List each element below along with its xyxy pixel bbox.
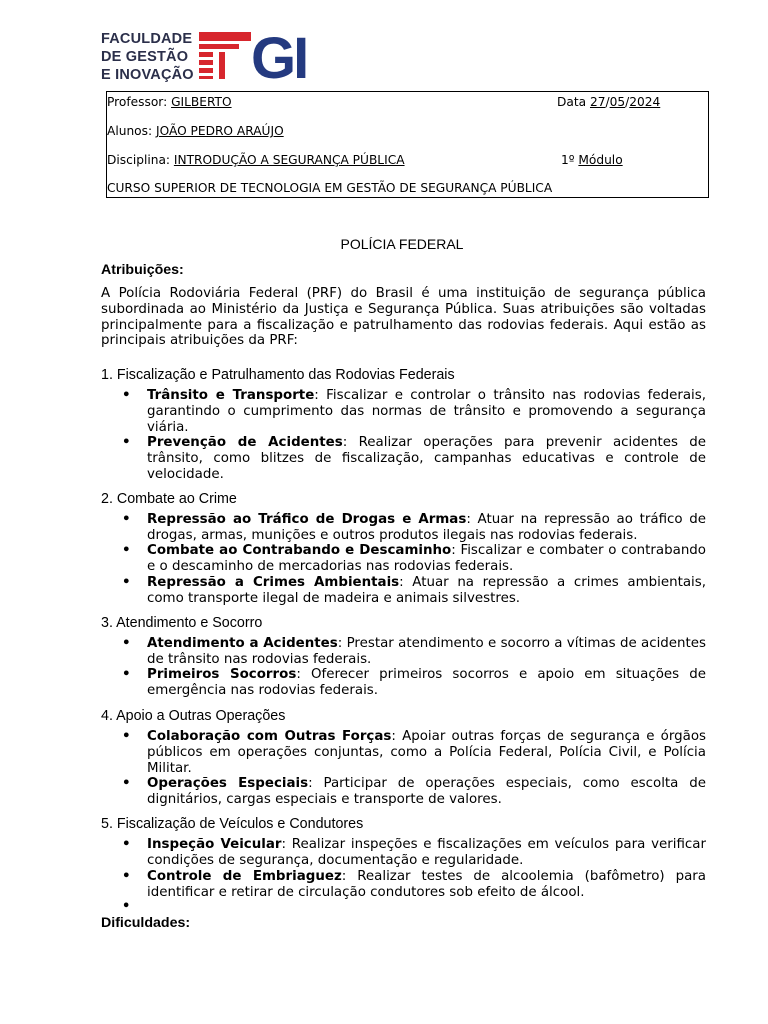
list-item: [147, 667, 706, 699]
list-item: [147, 575, 706, 607]
item-text: : Realizar inspeções e fiscalizações em veículos para verificar condições de segurança, documentação e regularidade.: [147, 837, 706, 868]
list-item: [147, 512, 706, 544]
logo-line-1: FACULDADE: [101, 31, 193, 47]
item-term: Atendimento a Acidentes: [147, 636, 338, 651]
list-item: [147, 729, 706, 776]
item-term: Repressão a Crimes Ambientais: [147, 575, 400, 590]
logo-line-2: DE GESTÃO: [101, 49, 189, 65]
section-4-heading: 4. Apoio a Outras Operações: [101, 708, 286, 724]
attributions-heading: Atribuições:: [101, 262, 184, 278]
item-text: : Realizar operações para prevenir acidentes de trânsito, como blitzes de fiscalização, campanhas educativas e controle de velocidade.: [147, 435, 706, 482]
section-1-heading: 1. Fiscalização e Patrulhamento das Rodovias Federais: [101, 367, 455, 383]
list-item: [147, 543, 706, 575]
item-text: : Fiscalizar e combater o contrabando e o descaminho de mercadorias nas rodovias federais.: [147, 543, 706, 574]
professor-label: Professor:: [107, 95, 168, 109]
logo-wordmark: [101, 30, 194, 84]
date-label: Data: [557, 95, 587, 109]
fgi-logo-mark-icon: [199, 28, 339, 82]
item-text: : Atuar na repressão ao tráfico de drogas, armas, munições e outros produtos ilegais nas rodovias federais.: [147, 512, 706, 543]
item-text: : Prestar atendimento e socorro a vítimas de acidentes de trânsito nas rodovias federais.: [147, 636, 706, 667]
item-text: : Realizar testes de alcoolemia (bafômetro) para identificar e retirar de circulação condutores sob efeito de álcool.: [147, 869, 706, 900]
students-label: Alunos:: [107, 124, 153, 138]
list-item: [147, 776, 706, 808]
header-info-box: [106, 91, 709, 198]
list-item: [147, 837, 706, 869]
item-term: Trânsito e Transporte: [147, 388, 315, 403]
list-item: [147, 435, 706, 482]
item-text: : Fiscalizar e controlar o trânsito nas rodovias federais, garantindo o cumprimento das normas de trânsito e promovendo a segurança viária.: [147, 388, 706, 435]
item-text: : Atuar na repressão a crimes ambientais, como transporte ilegal de madeira e animais silvestres.: [147, 575, 706, 606]
date-month: 05: [609, 95, 626, 109]
item-term: Repressão ao Tráfico de Drogas e Armas: [147, 512, 467, 527]
item-text: : Participar de operações especiais, como escolta de dignitários, cargas especiais e transporte de valores.: [147, 776, 707, 807]
discipline-value: INTRODUÇÃO A SEGURANÇA PÚBLICA: [173, 153, 405, 167]
faculty-logo: [101, 28, 336, 84]
item-text: : Apoiar outras forças de segurança e órgãos públicos em operações conjuntas, como a Polícia Federal, Polícia Civil, e Polícia Militar.: [147, 729, 707, 776]
logo-line-3: E INOVAÇÃO: [101, 67, 194, 83]
svg-text:GI: GI: [251, 28, 307, 82]
page-title: POLÍCIA FEDERAL: [340, 236, 464, 252]
item-term: Primeiros Socorros: [147, 667, 297, 682]
item-term: Controle de Embriaguez: [147, 869, 342, 884]
item-text: : Oferecer primeiros socorros e apoio em situações de emergência nas rodovias federais.: [147, 667, 706, 698]
module-row: [561, 153, 623, 167]
date-row: Data 27/05/2024: [557, 95, 661, 109]
list-item: [147, 388, 706, 435]
section-2-heading: 2. Combate ao Crime: [101, 491, 237, 507]
difficulties-heading: Dificuldades:: [101, 915, 191, 931]
section-5-heading: 5. Fiscalização de Veículos e Condutores: [101, 816, 364, 832]
date-year: 2024: [629, 95, 661, 109]
item-term: Colaboração com Outras Forças: [147, 729, 392, 744]
empty-bullet: •: [122, 899, 131, 914]
date-day: 27: [589, 95, 606, 109]
module-label: Módulo: [578, 153, 623, 167]
list-item: [147, 869, 706, 901]
intro-paragraph: A Polícia Rodoviária Federal (PRF) do Brasil é uma instituição de segurança pública subordinada ao Ministério da Justiça e Segurança Pública. Suas atribuições são voltadas principalmente para a fiscalização e patrulhamento das rodovias federais. Aqui estão as principais atribuições da PRF:: [101, 286, 706, 349]
item-term: Operações Especiais: [147, 776, 309, 791]
course-row: CURSO SUPERIOR DE TECNOLOGIA EM GESTÃO DE SEGURANÇA PÚBLICA: [107, 181, 553, 195]
professor-row: [107, 95, 304, 109]
list-item: [147, 636, 706, 668]
item-term: Inspeção Veicular: [147, 837, 282, 852]
discipline-row: [107, 153, 405, 167]
professor-value: GILBERTO: [171, 95, 232, 109]
discipline-label: Disciplina:: [107, 153, 171, 167]
section-3-heading: 3. Atendimento e Socorro: [101, 615, 263, 631]
students-value: JOÃO PEDRO ARAÚJO: [155, 124, 284, 138]
students-row: [107, 124, 284, 138]
module-number: 1º: [561, 153, 575, 167]
item-term: Prevenção de Acidentes: [147, 435, 343, 450]
item-term: Combate ao Contrabando e Descaminho: [147, 543, 452, 558]
